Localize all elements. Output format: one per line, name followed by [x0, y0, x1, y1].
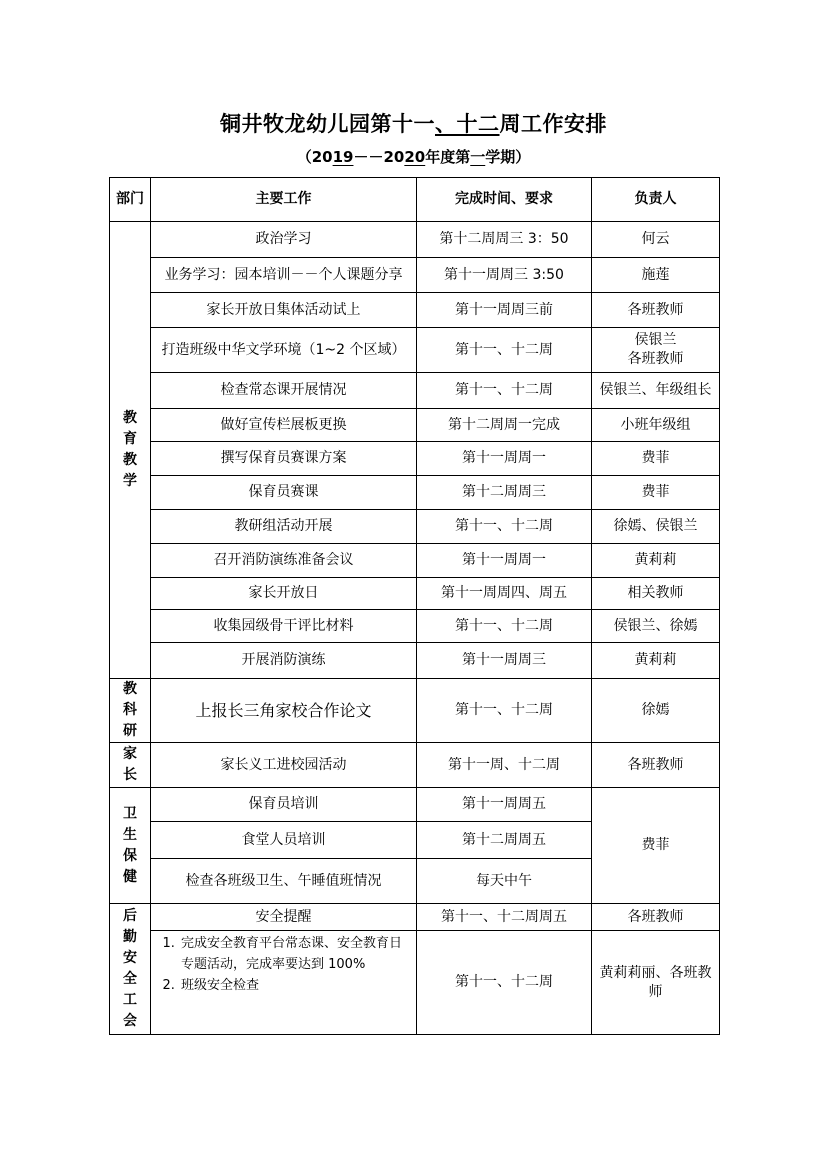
owner-cell: 各班教师 — [592, 904, 720, 931]
owner-cell: 费菲 — [592, 788, 720, 904]
list-item: 1. 完成安全教育平台常态课、安全教育日专题活动，完成率要达到 100% — [179, 933, 412, 975]
owner-cell: 费菲 — [592, 442, 720, 476]
time-cell: 第十一周周三前 — [417, 293, 592, 328]
work-cell: 召开消防演练准备会议 — [151, 544, 417, 578]
work-cell: 安全提醒 — [151, 904, 417, 931]
work-cell: 家长义工进校园活动 — [151, 743, 417, 788]
time-cell: 第十一周周一 — [417, 544, 592, 578]
work-cell: 收集园级骨干评比材料 — [151, 610, 417, 643]
time-cell: 第十一、十二周 — [417, 679, 592, 743]
table-row — [110, 904, 720, 931]
owner-cell: 侯银兰 各班教师 — [592, 328, 720, 373]
owner-cell: 黄莉莉 — [592, 544, 720, 578]
work-cell — [151, 931, 417, 1035]
work-cell: 家长开放日 — [151, 578, 417, 610]
owner-cell: 何云 — [592, 222, 720, 258]
time-cell: 第十一、十二周周五 — [417, 904, 592, 931]
header-work: 主要工作 — [151, 178, 417, 222]
table-row — [110, 476, 720, 510]
owner-cell: 徐嫣、侯银兰 — [592, 510, 720, 544]
table-row — [110, 578, 720, 610]
owner-cell: 各班教师 — [592, 743, 720, 788]
dept-research: 教科研 — [110, 679, 151, 743]
work-cell: 上报长三角家校合作论文 — [151, 679, 417, 743]
table-row — [110, 293, 720, 328]
time-cell: 第十一、十二周 — [417, 610, 592, 643]
time-cell: 第十一周周五 — [417, 788, 592, 822]
time-cell: 第十一、十二周 — [417, 931, 592, 1035]
time-cell: 第十一周周四、周五 — [417, 578, 592, 610]
subtitle-open: （20 — [296, 148, 333, 166]
subtitle-term: 一 — [470, 148, 486, 166]
work-cell: 做好宣传栏展板更换 — [151, 409, 417, 442]
page-subtitle — [0, 146, 827, 167]
table-row — [110, 222, 720, 258]
safety-task-list — [155, 933, 412, 996]
owner-cell: 各班教师 — [592, 293, 720, 328]
work-cell: 食堂人员培训 — [151, 822, 417, 859]
time-cell: 每天中午 — [417, 859, 592, 904]
title-text-2: 、十二 — [435, 112, 500, 136]
table-row — [110, 931, 720, 1035]
owner-cell: 相关教师 — [592, 578, 720, 610]
time-cell: 第十一周、十二周 — [417, 743, 592, 788]
work-cell: 家长开放日集体活动试上 — [151, 293, 417, 328]
list-item: 2. 班级安全检查 — [179, 975, 412, 996]
table-row — [110, 442, 720, 476]
header-owner: 负责人 — [592, 178, 720, 222]
time-cell: 第十二周周一完成 — [417, 409, 592, 442]
work-cell: 打造班级中华文学环境（1~2 个区域） — [151, 328, 417, 373]
subtitle-year1: 19 — [332, 148, 354, 166]
owner-cell: 黄莉莉 — [592, 643, 720, 679]
header-time: 完成时间、要求 — [417, 178, 592, 222]
work-cell: 保育员赛课 — [151, 476, 417, 510]
table-row — [110, 743, 720, 788]
title-text-3: 周工作安排 — [499, 112, 607, 136]
work-cell: 保育员培训 — [151, 788, 417, 822]
table-row — [110, 643, 720, 679]
subtitle-mid: －－20 — [353, 148, 405, 166]
subtitle-year2: 20 — [404, 148, 426, 166]
table-row — [110, 409, 720, 442]
time-cell: 第十一周周三 3:50 — [417, 258, 592, 293]
dept-parents: 家长 — [110, 743, 151, 788]
time-cell: 第十二周周三 3：50 — [417, 222, 592, 258]
dept-health: 卫生保健 — [110, 788, 151, 904]
dept-teaching: 教育教学 — [110, 222, 151, 679]
page-title — [0, 108, 827, 138]
time-cell: 第十一、十二周 — [417, 328, 592, 373]
dept-logistics: 后勤安全工会 — [110, 904, 151, 1035]
time-cell: 第十二周周三 — [417, 476, 592, 510]
work-cell: 政治学习 — [151, 222, 417, 258]
time-cell: 第十二周周五 — [417, 822, 592, 859]
owner-cell: 小班年级组 — [592, 409, 720, 442]
table-row — [110, 258, 720, 293]
owner-cell: 侯银兰、徐嫣 — [592, 610, 720, 643]
table-row — [110, 373, 720, 409]
owner-cell: 黄莉莉丽、各班教师 — [592, 931, 720, 1035]
work-cell: 检查各班级卫生、午睡值班情况 — [151, 859, 417, 904]
table-row — [110, 679, 720, 743]
work-cell: 撰写保育员赛课方案 — [151, 442, 417, 476]
time-cell: 第十一周周一 — [417, 442, 592, 476]
work-cell: 开展消防演练 — [151, 643, 417, 679]
table-row — [110, 610, 720, 643]
header-dept: 部门 — [110, 178, 151, 222]
work-cell: 检查常态课开展情况 — [151, 373, 417, 409]
work-cell: 教研组活动开展 — [151, 510, 417, 544]
subtitle-after-year: 年度第 — [425, 148, 471, 166]
subtitle-close: 学期） — [485, 148, 531, 166]
work-cell: 业务学习：园本培训－－个人课题分享 — [151, 258, 417, 293]
owner-cell: 侯银兰、年级组长 — [592, 373, 720, 409]
time-cell: 第十一、十二周 — [417, 373, 592, 409]
owner-cell: 施莲 — [592, 258, 720, 293]
time-cell: 第十一周周三 — [417, 643, 592, 679]
table-header-row — [110, 178, 720, 222]
time-cell: 第十一、十二周 — [417, 510, 592, 544]
owner-cell: 费菲 — [592, 476, 720, 510]
table-row — [110, 788, 720, 822]
table-row — [110, 544, 720, 578]
table-row — [110, 510, 720, 544]
title-text-1: 铜井牧龙幼儿园第十一 — [220, 112, 435, 136]
table-row — [110, 328, 720, 373]
owner-cell: 徐嫣 — [592, 679, 720, 743]
schedule-table — [109, 177, 720, 1035]
